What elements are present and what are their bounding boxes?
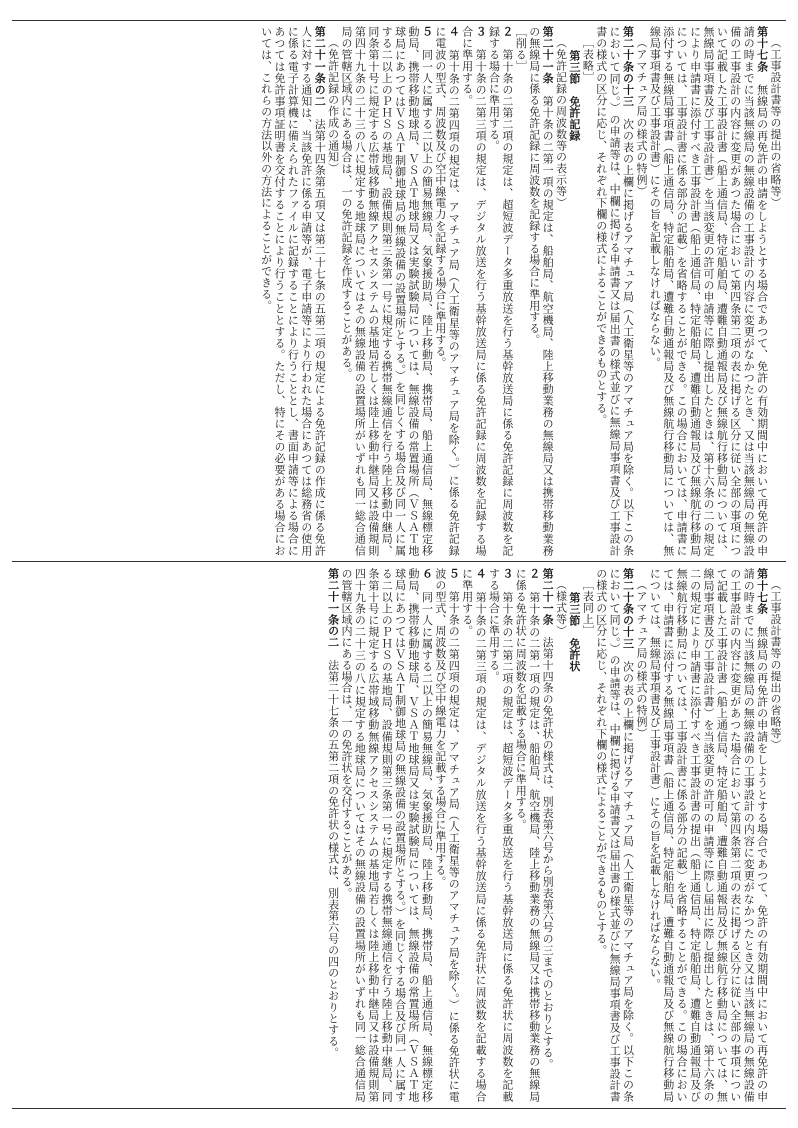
paragraph-text: 第十条の二第三項の規定は、デジタル放送を行う基幹放送局に係る免許記録に周波数を記録する場合に準用する。 — [460, 26, 488, 556]
paragraph-text: 第十条の二第二項の規定は、超短波データ多重放送を行う基幹放送局に係る免許状に周波数を記載する場合に準用する。 — [487, 568, 514, 1102]
article-label: 第二十一条 — [541, 26, 555, 84]
article-21 — [541, 568, 554, 1102]
paragraph-label: ４ — [474, 568, 488, 580]
paragraph-label: ３ — [474, 26, 488, 38]
article-caption: （様式等） — [554, 579, 568, 636]
article-17 — [648, 26, 769, 556]
paragraph-5 — [340, 26, 434, 556]
article-label: 第二十条の十三 — [621, 568, 635, 650]
paragraph-6 — [340, 568, 434, 1102]
paragraph-2 — [487, 26, 514, 556]
section-heading: 第三節 免許状 — [567, 592, 581, 672]
article-caption: （免許記録の周波数等の表示等） — [554, 37, 568, 208]
paragraph-label: ５ — [420, 26, 434, 38]
paragraph-text: 第十条の二第一項の規定は、船舶局、航空機局、陸上移動業務の無線局又は携帯移動業務の無線局に係る免許状に周波数を記載する場合に準用する。 — [514, 568, 541, 1102]
article-text: 法第十四条の免許状の様式は、別表第六号から別表第六号の三までのとおりとする。 — [541, 625, 555, 1070]
current-text-column — [326, 568, 782, 1102]
bottom-rule — [12, 1108, 786, 1109]
article-caption: （アマチュア局の様式の特例） — [634, 579, 648, 739]
current-text-panel — [12, 568, 786, 1102]
article-20-13 — [594, 568, 634, 1102]
paragraph-label: ６ — [420, 568, 434, 580]
paragraph-text: 第十条の二第四項の規定は、アマチュア局（人工衛星等のアマチュア局を除く。）に係る免許状に電波の型式、周波数及び空中線電力を記載する場合に準用する。 — [433, 568, 461, 1102]
paragraph-text: 第十条の二第四項の規定は、アマチュア局（人工衛星等のアマチュア局を除く。）に係る免許記録に電波の型式、周波数及び空中線電力を記録する場合に準用する。 — [433, 26, 461, 556]
article-text: 次の表の上欄に掲げるアマチュア局（人工衛星等のアマチュア局を除く。以下この条において同じ。）の申請等は、中欄に掲げる申請書又は届出書の様式並びに無線局事項書及び工事設計書の様式の区分に応じ、それぞれ下欄の様式によることができるものとする。 — [594, 568, 635, 1102]
article-label: 第二十条の十三 — [621, 26, 635, 107]
article-20-13 — [594, 26, 634, 556]
article-17 — [648, 568, 769, 1102]
paragraph-text: 同一人に属する二以上の簡易無線局、気象援助局、陸上移動局、携帯局、船上通信局、無線標定移動局、携帯移動地球局、ＶＳＡＴ地球局又は実験試験局については、無線設備の常置場所（ＶＳＡＴ地球局にあつてはＶＳＡＴ制御地球局の無線設備の設置場所とする。）を同じくする場合及び同一人に属する二以上のＰＨＳの基地局、設備規則第三条第一号に規定する携帯無線通信を行う陸上移動中継局、同条第十号に規定する広帯域移動無線アクセスシステムの基地局若しくは陸上移動中継局又は設備規則第四十九条の二十三の八に規定する地球局についてはその無線設備の設置場所がいずれも同一総合通信局の管轄区域内にある場合は、一の免許状を交付することがある。 — [340, 568, 434, 1102]
revised-text-panel — [12, 26, 786, 556]
article-caption: （工事設計書等の提出の省略等） — [769, 579, 782, 750]
paragraph-label: ４ — [447, 26, 461, 38]
paragraph-label: ５ — [447, 568, 461, 580]
article-caption: （免許記録の作成の通知） — [326, 37, 340, 174]
paragraph-4 — [433, 26, 460, 556]
article-text: 次の表の上欄に掲げるアマチュア局（人工衛星等のアマチュア局を除く。以下この条において同じ。）の申請等は、中欄に掲げる申請書又は届出書の様式並びに無線局事項書及び工事設計書の様式の区分に応じ、それぞれ下欄の様式によることができるものとする。 — [594, 26, 635, 556]
paragraph-2 — [514, 568, 541, 1102]
article-label: 第十七条 — [755, 568, 769, 615]
article-text: 法第二十七条の五第二項の免許状の様式は、別表第六号の四のとおりとする。 — [326, 647, 340, 1059]
paragraph-label: ３ — [500, 568, 514, 580]
article-label: 第二十一条の二 — [326, 568, 340, 648]
paragraph-label: ２ — [527, 568, 541, 580]
paragraph-3 — [487, 568, 514, 1102]
top-rule — [12, 20, 786, 21]
article-text: 法第十四条第五項又は第二十七条の五第二項の規定による免許記録の作成に係る免許人に対する通知は、当該免許に係る申請等が、電子申請等により行われた場合にあつては総務省の使用に係る電子計算機に備えられたファイルに記録することにより行うこととし、書面申請等による場合にあつては免許事項証明書を交付することにより行うこととする。ただし、特にその必要がある場合においては、これらの方法以外の方法によることができる。 — [259, 26, 327, 556]
article-21 — [527, 26, 554, 556]
paragraph-text: 第十条の二第二項の規定は、超短波データ多重放送を行う基幹放送局に係る免許記録に周波数を記録する場合に準用する。 — [487, 26, 514, 556]
article-text: 無線局の再免許の申請をしようとする場合であつて、免許の有効期間中において再免許の申請の時までに当該無線局の無線設備の工事設計の内容に変更がなかつたとき又は当該無線局の無線設備の工事設計の内容に変更があつた場合において第四条第二項の表に掲げる区分に従い全部の事項について記載した工事設計書（船上通信局、特定船舶局、遭難自動通報局及び無線航行移動局については、無線局事項書及び工事設計書）を当該変更の許可の申請等に際し届出に際し提出したときは、第十六条の二の規定により申請書に添付すべき工事設計書の提出（船上通信局、特定船舶局、遭難自動通報局及び無線航行移動局については、工事設計書に係る部分の記載）を省略することができる。この場合においては、申請書に添付する無線局事項書（船上通信局、特定船舶局、遭難自動通報局及び無線航行移動局については、無線局事項書及び工事設計書）にその旨を記載しなければならない。 — [648, 568, 769, 1102]
article-21-2 — [326, 568, 339, 1102]
table-reference: ［表略］ — [581, 37, 595, 83]
article-label: 第十七条 — [755, 26, 769, 73]
paragraph-text: 同一人に属する二以上の簡易無線局、気象援助局、陸上移動局、携帯局、船上通信局、無線標定移動局、携帯移動地球局、ＶＳＡＴ地球局又は実験試験局については、無線設備の常置場所（ＶＳＡＴ地球局にあつてはＶＳＡＴ制御地球局の無線設備の設置場所とする。）を同じくする場合及び同一人に属する二以上のＰＨＳの基地局、設備規則第三条第一号に規定する携帯無線通信を行う陸上移動中継局、同条第十号に規定する広帯域移動無線アクセスシステムの基地局若しくは陸上移動中継局又は設備規則第四十九条の二十三の八に規定する地球局についてはその無線設備の設置場所がいずれも同一総合通信局の管轄区域内にある場合は、一の免許記録を作成することがある。 — [340, 26, 434, 556]
paragraph-label: ２ — [500, 26, 514, 38]
article-21-2 — [259, 26, 326, 556]
paragraph-5 — [433, 568, 460, 1102]
article-label: 第二十一条の二 — [313, 26, 327, 107]
table-reference: ［表同上］ — [581, 579, 595, 636]
paragraph-text: 第十条の二第三項の規定は、デジタル放送を行う基幹放送局に係る免許状に周波数を記載する場合に準用する。 — [460, 568, 488, 1102]
article-text: 無線局の再免許の申請をしようとする場合であつて、免許の有効期間中において再免許の申請の時までに当該無線局の無線設備の工事設計の内容に変更がなかつたとき、又は当該無線局の無線設備の工事設計の内容に変更があつた場合において第四条第二項の表に掲げる区分に従い全部の事項について記載した工事設計書（船上通信局、特定船舶局、遭難自動通報局及び無線航行移動局については、無線局事項書及び工事設計書）を当該変更の許可の申請等に際し提出したときは、第十六条の二の規定により申請書に添付すべき工事設計書（船上通信局、特定船舶局、遭難自動通報局及び無線航行移動局については、工事設計書に係る部分の記載）を省略することができる。この場合においては、申請書に添付する無線局事項書（船上通信局、特定船舶局、遭難自動通報局及び無線航行移動局については、無線局事項書及び工事設計書）にその旨を記載しなければならない。 — [648, 26, 769, 556]
article-caption: （工事設計書等の提出の省略等） — [769, 37, 782, 208]
section-heading: 第三節 免許記録 — [567, 50, 581, 142]
article-caption: （アマチュア局の様式の特例） — [634, 37, 648, 197]
article-label: 第二十一条 — [541, 568, 555, 625]
deleted-mark: ［削る］ — [514, 26, 528, 72]
paragraph-4 — [460, 568, 487, 1102]
article-text: 第十条の二第一項の規定は、船舶局、航空機局、陸上移動業務の無線局又は携帯移動業務の無線局に係る免許記録に周波数を記録する場合に準用する。 — [527, 26, 555, 556]
paragraph-3 — [460, 26, 487, 556]
middle-rule — [12, 561, 786, 562]
revised-text-column — [259, 26, 782, 556]
